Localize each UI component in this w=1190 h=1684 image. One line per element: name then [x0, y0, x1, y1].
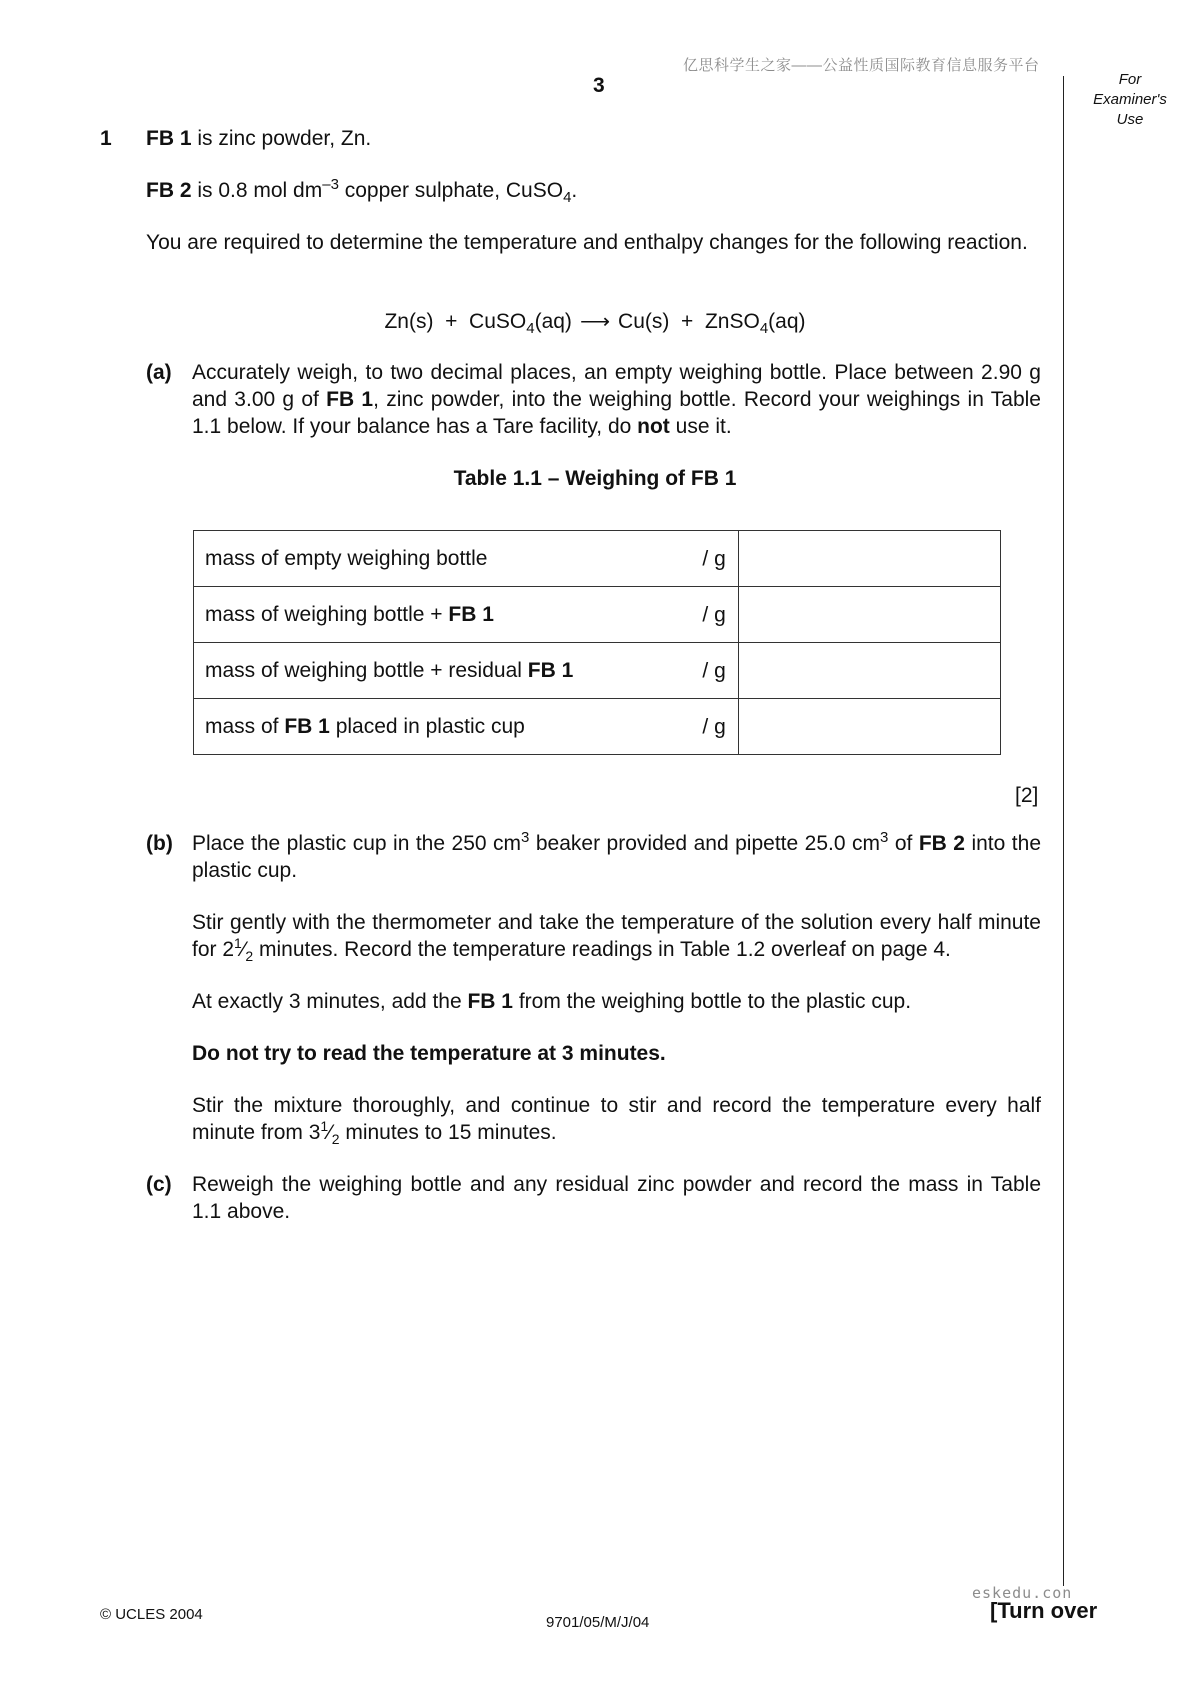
fb2-text-b: copper sulphate, CuSO	[338, 179, 564, 202]
table-cell-value[interactable]	[738, 643, 1000, 699]
eq-part-2: (aq)	[534, 310, 572, 333]
fraction-den: 2	[245, 948, 254, 965]
examiner-use-line-2: Examiner's	[1093, 91, 1167, 108]
part-a-text-2: , zinc powder, into the weighing bottle. Record your weighings in Table 1.1 below. If your balance has a Tare facility, do	[192, 388, 1041, 438]
page-number: 3	[593, 74, 605, 97]
examiner-use-line-3: Use	[1116, 111, 1144, 128]
part-b-sup: 3	[880, 829, 889, 846]
examiner-use-line-1: For	[1118, 71, 1142, 88]
part-a-text-3: use it.	[669, 415, 732, 438]
part-b-para-1	[192, 830, 1041, 884]
table-cell-label	[194, 699, 739, 755]
eq-part-4: (aq)	[768, 310, 806, 333]
part-b-para-5	[192, 1092, 1041, 1146]
copyright: © UCLES 2004	[100, 1606, 203, 1623]
part-b-text: Stir gently with the thermometer and take the temperature of the solution every half minute for 2	[192, 911, 1041, 961]
header-watermark: 亿思科学生之家——公益性质国际教育信息服务平台	[683, 57, 1040, 74]
fb2-sub: 4	[563, 189, 572, 207]
row-bold: FB 1	[527, 659, 574, 682]
fb2-description	[146, 176, 1041, 207]
table-row	[194, 699, 1001, 755]
fb1-label: FB 1	[146, 127, 192, 150]
eq-part-3: Cu(s) + ZnSO	[618, 310, 760, 333]
part-b-sup: 3	[521, 829, 530, 846]
fraction-num: 1	[234, 935, 242, 951]
table-row	[194, 587, 1001, 643]
fb1-text: is zinc powder, Zn.	[191, 127, 372, 150]
row-text: mass of weighing bottle +	[205, 603, 449, 626]
row-bold: FB 1	[448, 603, 494, 626]
row-text: mass of empty weighing bottle	[205, 547, 488, 570]
part-b-text: into the plastic cup.	[192, 832, 1041, 882]
fb1-description	[146, 125, 1041, 152]
part-a-text-1: Accurately weigh, to two decimal places, an empty weighing bottle. Place between 2.90 g and 3.00 g of	[192, 361, 1041, 411]
part-b-para-2	[192, 909, 1041, 963]
weighing-table	[193, 530, 1001, 755]
examiner-margin-line	[1063, 76, 1064, 1586]
marks-indicator: [2]	[1015, 784, 1039, 807]
fb2-label: FB 2	[146, 179, 192, 202]
part-b-text: minutes to 15 minutes.	[339, 1121, 557, 1144]
row-text-post: placed in plastic cup	[329, 715, 525, 738]
footer-watermark: eskedu.con	[972, 1584, 1073, 1602]
part-b-text: from the weighing bottle to the plastic cup.	[513, 990, 912, 1013]
reaction-equation	[0, 308, 1190, 338]
fraction-den: 2	[331, 1131, 340, 1148]
table-row	[194, 531, 1001, 587]
row-unit: / g	[702, 715, 726, 738]
part-c-label: (c)	[146, 1173, 172, 1196]
row-unit: / g	[702, 547, 726, 570]
table-cell-value[interactable]	[738, 531, 1000, 587]
part-a-text	[192, 359, 1041, 440]
table-cell-value[interactable]	[738, 587, 1000, 643]
table-cell-label	[194, 531, 739, 587]
row-bold: FB 1	[284, 715, 330, 738]
eq-sub-2: 4	[759, 320, 769, 338]
part-b-warning: Do not try to read the temperature at 3 minutes.	[192, 1042, 666, 1065]
part-a-bold-2: not	[637, 415, 670, 438]
part-a-label: (a)	[146, 361, 172, 384]
paper-code: 9701/05/M/J/04	[546, 1614, 650, 1631]
part-b-text: of	[888, 832, 919, 855]
part-b-text: At exactly 3 minutes, add the	[192, 990, 468, 1013]
part-a-bold-1: FB 1	[326, 388, 374, 411]
part-b-text: beaker provided and pipette 25.0 cm	[529, 832, 880, 855]
fb2-text-c: .	[571, 179, 578, 202]
part-c-text: Reweigh the weighing bottle and any residual zinc powder and record the mass in Table 1.1 above.	[192, 1173, 1041, 1223]
row-unit: / g	[702, 603, 726, 626]
fb2-text-a: is 0.8 mol dm	[191, 179, 323, 202]
table-row	[194, 643, 1001, 699]
eq-sub-1: 4	[526, 320, 535, 338]
turn-over: [Turn over	[990, 1598, 1098, 1623]
question-number: 1	[100, 127, 112, 150]
arrow-icon: ⟶	[579, 310, 611, 333]
part-b-bold: FB 1	[467, 990, 513, 1013]
fraction: $^1⁄_2$	[320, 1118, 340, 1148]
part-b-bold: FB 2	[918, 832, 965, 855]
part-b-text: Stir the mixture thoroughly, and continue to stir and record the temperature every half minute from 3	[192, 1094, 1041, 1144]
row-unit: / g	[702, 659, 726, 682]
row-text: mass of weighing bottle + residual	[205, 659, 528, 682]
examiner-use-label	[1090, 70, 1170, 130]
part-b-para-3	[192, 988, 1041, 1015]
part-b-text: minutes. Record the temperature readings in Table 1.2 overleaf on page 4.	[253, 938, 951, 961]
fb2-sup: –3	[322, 176, 339, 193]
fraction-num: 1	[320, 1118, 329, 1134]
table-title: Table 1.1 – Weighing of FB 1	[453, 467, 737, 490]
table-cell-label	[194, 587, 739, 643]
table-cell-label	[194, 643, 739, 699]
part-b-text: Place the plastic cup in the 250 cm	[192, 832, 522, 855]
fraction: $^1⁄_2$	[234, 935, 254, 965]
question-intro: You are required to determine the temperature and enthalpy changes for the following reaction.	[146, 231, 1028, 254]
part-b-label: (b)	[146, 832, 173, 855]
eq-part-1: Zn(s) + CuSO	[384, 310, 527, 333]
row-text: mass of	[205, 715, 285, 738]
table-cell-value[interactable]	[738, 699, 1000, 755]
